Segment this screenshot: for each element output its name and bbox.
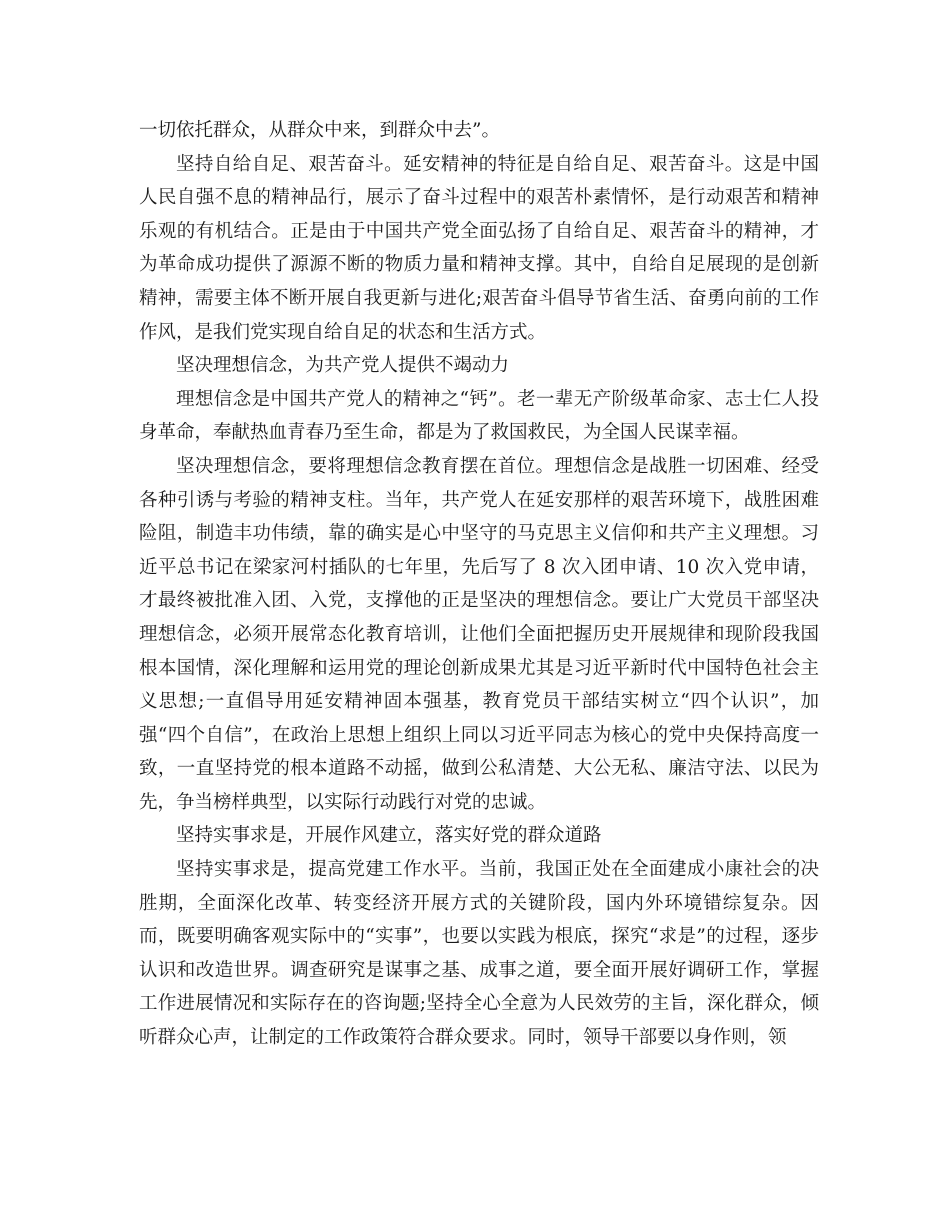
paragraph-self-reliance: 坚持自给自足、艰苦奋斗。延安精神的特征是自给自足、艰苦奋斗。这是中国人民自强不息的精神品行，展示了奋斗过程中的艰苦朴素情怀，是行动艰苦和精神乐观的有机结合。正是由于中国共产党全面弘扬了自给自足、艰苦奋斗的精神，才为革命成功提供了源源不断的物质力量和精神支撑。其中，自给自足展现的是创新精神，需要主体不断开展自我更新与进化;艰苦奋斗倡导节省生活、奋勇向前的工作作风，是我们党实现自给自足的状态和生活方式。 (139, 153, 819, 343)
document-body (139, 114, 819, 1055)
paragraph-seek-truth: 坚持实事求是，提高党建工作水平。当前，我国正处在全面建成小康社会的决胜期，全面深化改革、转变经济开展方式的关键阶段，国内外环境错综复杂。因而，既要明确客观实际中的“实事”，也要以实践为根底，探究“求是”的过程，逐步认识和改造世界。调查研究是谋事之基、成事之道，要全面开展好调研工作，掌握工作进展情况和实际存在的咨询题;坚持全心全意为人民效劳的主旨，深化群众，倾听群众心声，让制定的工作政策符合群众要求。同时，领导干部要以身作则，领 (139, 859, 819, 1049)
paragraph-continuation: 一切依托群众，从群众中来，到群众中去”。 (139, 120, 500, 141)
section-heading-seek-truth: 坚持实事求是，开展作风建立，落实好党的群众道路 (176, 825, 602, 847)
paragraph-ideals-calcium: 理想信念是中国共产党人的精神之“钙”。老一辈无产阶级革命家、志士仁人投身革命，奉献热血青春乃至生命，都是为了救国救民，为全国人民谋幸福。 (139, 388, 819, 444)
paragraph-ideals-education: 坚决理想信念，要将理想信念教育摆在首位。理想信念是战胜一切困难、经受各种引诱与考验的精神支柱。当年，共产党人在延安那样的艰苦环境下，战胜困难险阻，制造丰功伟绩，靠的确实是心中坚守的马克思主义信仰和共产主义理想。习近平总书记在梁家河村插队的七年里，先后写了 8 次入团申请、10 次入党申请，才最终被批准入团、入党，支撑他的正是坚决的理想信念。要让广大党员干部坚决理想信念，必须开展常态化教育培训，让他们全面把握历史开展规律和现阶段我国根本国情，深化理解和运用党的理论创新成果尤其是习近平新时代中国特色社会主义思想;一直倡导用延安精神固本强基，教育党员干部结实树立“四个认识”，加强“四个自信”，在政治上思想上组织上同以习近平同志为核心的党中央保持高度一致，一直坚持党的根本道路不动摇，做到公私清楚、大公无私、廉洁守法、以民为先，争当榜样典型，以实际行动践行对党的忠诚。 (139, 455, 819, 813)
section-heading-ideals: 坚决理想信念，为共产党人提供不竭动力 (176, 355, 510, 377)
